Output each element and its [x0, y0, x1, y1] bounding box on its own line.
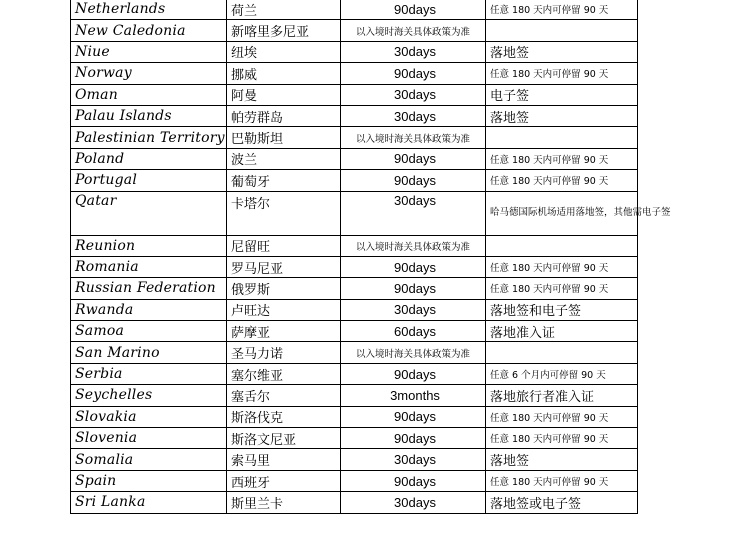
table-row — [71, 363, 638, 384]
table-row — [71, 148, 638, 169]
table-row — [71, 41, 638, 62]
stay-duration: 90days — [341, 170, 486, 191]
country-name-cn: 塞尔维亚 — [227, 363, 341, 384]
stay-duration: 30days — [341, 84, 486, 105]
country-name-en: Norway — [71, 63, 227, 84]
visa-note: 落地签 — [486, 41, 638, 62]
country-name-en: Sri Lanka — [71, 492, 227, 513]
country-name-en: New Caledonia — [71, 20, 227, 41]
visa-note: 落地签和电子签 — [486, 299, 638, 320]
country-name-cn: 卡塔尔 — [227, 191, 341, 235]
country-name-en: Russian Federation — [71, 278, 227, 299]
country-name-cn: 罗马尼亚 — [227, 256, 341, 277]
visa-note: 任意 180 天内可停留 90 天 — [486, 256, 638, 277]
table-row — [71, 63, 638, 84]
country-name-cn: 俄罗斯 — [227, 278, 341, 299]
table-row — [71, 256, 638, 277]
empty-note-cell — [486, 235, 638, 256]
country-name-en: Niue — [71, 41, 227, 62]
country-name-cn: 荷兰 — [227, 0, 341, 20]
visa-note: 任意 180 天内可停留 90 天 — [486, 0, 638, 20]
table-row — [71, 191, 638, 235]
table-row — [71, 170, 638, 191]
customs-policy-note: 以入境时海关具体政策为准 — [341, 342, 486, 363]
empty-note-cell — [486, 20, 638, 41]
stay-duration: 90days — [341, 470, 486, 491]
stay-duration: 90days — [341, 363, 486, 384]
country-name-cn: 帕劳群岛 — [227, 105, 341, 126]
country-name-en: Oman — [71, 84, 227, 105]
visa-policy-table — [70, 0, 671, 514]
country-name-en: Rwanda — [71, 299, 227, 320]
stay-duration: 30days — [341, 105, 486, 126]
table-row — [71, 84, 638, 105]
country-name-cn: 卢旺达 — [227, 299, 341, 320]
country-name-cn: 尼留旺 — [227, 235, 341, 256]
stay-duration: 30days — [341, 41, 486, 62]
table-row — [71, 105, 638, 126]
table-row — [71, 428, 638, 449]
country-name-en: Spain — [71, 470, 227, 491]
visa-note: 落地签 — [486, 449, 638, 470]
country-name-en: Romania — [71, 256, 227, 277]
country-name-en: Samoa — [71, 321, 227, 342]
table-row — [71, 492, 638, 513]
stay-duration: 90days — [341, 278, 486, 299]
stay-duration: 60days — [341, 321, 486, 342]
country-name-cn: 新喀里多尼亚 — [227, 20, 341, 41]
country-name-cn: 阿曼 — [227, 84, 341, 105]
country-name-en: Qatar — [71, 191, 227, 235]
stay-duration: 90days — [341, 148, 486, 169]
country-name-en: Poland — [71, 148, 227, 169]
country-name-en: Seychelles — [71, 385, 227, 406]
country-name-cn: 波兰 — [227, 148, 341, 169]
country-name-en: San Marino — [71, 342, 227, 363]
table-row — [71, 385, 638, 406]
country-name-cn: 纽埃 — [227, 41, 341, 62]
visa-table-body — [71, 0, 671, 513]
table-row — [71, 321, 638, 342]
table-row — [71, 299, 638, 320]
stay-duration: 90days — [341, 256, 486, 277]
stay-duration: 90days — [341, 406, 486, 427]
table-row — [71, 449, 638, 470]
stay-duration: 30days — [341, 299, 486, 320]
country-name-cn: 西班牙 — [227, 470, 341, 491]
customs-policy-note: 以入境时海关具体政策为准 — [341, 127, 486, 148]
visa-note: 落地签 — [486, 105, 638, 126]
country-name-cn: 索马里 — [227, 449, 341, 470]
country-name-cn: 挪威 — [227, 63, 341, 84]
visa-note: 任意 6 个月内可停留 90 天 — [486, 363, 638, 384]
visa-note: 任意 180 天内可停留 90 天 — [486, 428, 638, 449]
visa-note: 任意 180 天内可停留 90 天 — [486, 406, 638, 427]
stay-duration: 90days — [341, 63, 486, 84]
table-row — [71, 342, 638, 363]
stay-duration: 90days — [341, 0, 486, 20]
table-row — [71, 406, 638, 427]
country-name-en: Netherlands — [71, 0, 227, 20]
table-row — [71, 0, 638, 20]
country-name-en: Serbia — [71, 363, 227, 384]
customs-policy-note: 以入境时海关具体政策为准 — [341, 20, 486, 41]
visa-note: 哈马德国际机场适用落地签，其他需电子签 — [486, 191, 638, 235]
country-name-en: Palestinian Territory — [71, 127, 227, 148]
country-name-cn: 斯洛文尼亚 — [227, 428, 341, 449]
stay-duration: 30days — [341, 449, 486, 470]
visa-note: 任意 180 天内可停留 90 天 — [486, 63, 638, 84]
empty-note-cell — [486, 342, 638, 363]
country-name-en: Palau Islands — [71, 105, 227, 126]
country-name-cn: 巴勒斯坦 — [227, 127, 341, 148]
country-name-en: Reunion — [71, 235, 227, 256]
country-name-en: Slovakia — [71, 406, 227, 427]
table-row — [71, 278, 638, 299]
visa-note: 任意 180 天内可停留 90 天 — [486, 170, 638, 191]
stay-duration: 30days — [341, 191, 486, 235]
country-name-en: Slovenia — [71, 428, 227, 449]
visa-note: 任意 180 天内可停留 90 天 — [486, 470, 638, 491]
empty-note-cell — [486, 127, 638, 148]
country-name-en: Somalia — [71, 449, 227, 470]
visa-note: 任意 180 天内可停留 90 天 — [486, 148, 638, 169]
country-name-cn: 斯洛伐克 — [227, 406, 341, 427]
visa-note: 落地准入证 — [486, 321, 638, 342]
country-name-cn: 葡萄牙 — [227, 170, 341, 191]
stay-duration: 90days — [341, 428, 486, 449]
visa-note: 电子签 — [486, 84, 638, 105]
table-row — [71, 470, 638, 491]
visa-note: 落地旅行者准入证 — [486, 385, 638, 406]
stay-duration: 30days — [341, 492, 486, 513]
customs-policy-note: 以入境时海关具体政策为准 — [341, 235, 486, 256]
country-name-cn: 斯里兰卡 — [227, 492, 341, 513]
stay-duration: 3months — [341, 385, 486, 406]
visa-note: 任意 180 天内可停留 90 天 — [486, 278, 638, 299]
country-name-cn: 萨摩亚 — [227, 321, 341, 342]
table-row — [71, 127, 638, 148]
table-row — [71, 20, 638, 41]
visa-note: 落地签或电子签 — [486, 492, 638, 513]
country-name-cn: 圣马力诺 — [227, 342, 341, 363]
country-name-cn: 塞舌尔 — [227, 385, 341, 406]
table-row — [71, 235, 638, 256]
country-name-en: Portugal — [71, 170, 227, 191]
